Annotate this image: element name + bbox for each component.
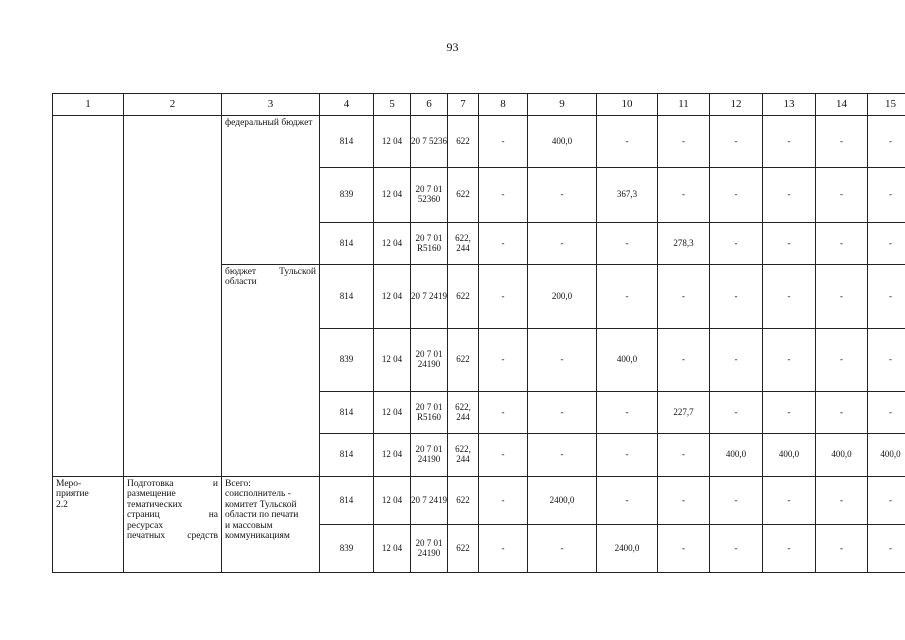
cell-value: - xyxy=(816,329,868,392)
table-row xyxy=(53,116,905,168)
cell-value: - xyxy=(763,265,816,329)
cell-value: 400,0 xyxy=(710,434,763,477)
cell-value: - xyxy=(658,477,710,525)
cell-csr: 20 7 01 24190 xyxy=(411,525,448,573)
source-federal: федеральный бюджет xyxy=(222,116,320,265)
measure-text: приятие xyxy=(56,489,89,500)
source-text: области по печати xyxy=(225,510,299,521)
cell-value: 400,0 xyxy=(763,434,816,477)
cell-csr: 20 7 01 R5160 xyxy=(411,392,448,434)
cell-value: - xyxy=(710,525,763,573)
cell-value: 400,0 xyxy=(868,434,905,477)
cell-value: - xyxy=(528,329,597,392)
cell-value: - xyxy=(528,392,597,434)
description-text: тематических xyxy=(127,499,183,510)
header-cell: 10 xyxy=(597,94,658,116)
header-cell: 5 xyxy=(374,94,411,116)
cell-value: - xyxy=(868,329,905,392)
cell-csr: 20 7 2419 xyxy=(411,477,448,525)
header-cell: 2 xyxy=(124,94,222,116)
cell-value: - xyxy=(763,223,816,265)
cell-value: 227,7 xyxy=(658,392,710,434)
cell-value: - xyxy=(868,265,905,329)
cell-value: - xyxy=(868,477,905,525)
cell-vr: 622 xyxy=(448,116,479,168)
cell-value: - xyxy=(479,434,528,477)
cell-value: - xyxy=(816,525,868,573)
cell-value: - xyxy=(816,116,868,168)
cell-value: - xyxy=(868,392,905,434)
cell-csr: 20 7 2419 xyxy=(411,265,448,329)
cell-value: - xyxy=(763,329,816,392)
cell-grbs: 814 xyxy=(320,477,374,525)
header-cell: 6 xyxy=(411,94,448,116)
measure-text: Меро- xyxy=(56,479,82,489)
cell-value: - xyxy=(816,265,868,329)
cell-vr: 622 xyxy=(448,329,479,392)
cell-rzpr: 12 04 xyxy=(374,477,411,525)
cell-grbs: 839 xyxy=(320,525,374,573)
source-text: соисполнитель - xyxy=(225,489,291,500)
cell-value: 278,3 xyxy=(658,223,710,265)
cell-value: - xyxy=(816,392,868,434)
description-text: на xyxy=(208,510,218,521)
description-text: Подготовка xyxy=(127,479,174,489)
cell-value: 367,3 xyxy=(597,168,658,223)
source-text: коммуникациям xyxy=(225,531,290,542)
header-cell: 15 xyxy=(868,94,905,116)
header-cell: 7 xyxy=(448,94,479,116)
cell-value: - xyxy=(479,477,528,525)
source-cell xyxy=(222,477,320,573)
cell-rzpr: 12 04 xyxy=(374,116,411,168)
header-cell: 12 xyxy=(710,94,763,116)
cell-value: 2400,0 xyxy=(528,477,597,525)
header-cell: 13 xyxy=(763,94,816,116)
cell-value: - xyxy=(710,223,763,265)
table-row xyxy=(53,477,905,525)
cell-value: - xyxy=(763,392,816,434)
cell-value: - xyxy=(528,168,597,223)
cell-grbs: 814 xyxy=(320,434,374,477)
cell-value: - xyxy=(763,116,816,168)
cell-rzpr: 12 04 xyxy=(374,434,411,477)
cell-value: - xyxy=(816,168,868,223)
cell-rzpr: 12 04 xyxy=(374,168,411,223)
page-number: 93 xyxy=(446,40,459,54)
cell-value: - xyxy=(597,265,658,329)
description-text: страниц xyxy=(127,510,160,521)
cell-rzpr: 12 04 xyxy=(374,329,411,392)
description-cell-empty xyxy=(124,116,222,477)
cell-value: - xyxy=(763,525,816,573)
header-cell: 14 xyxy=(816,94,868,116)
cell-value: - xyxy=(479,329,528,392)
cell-vr: 622 xyxy=(448,168,479,223)
cell-value: - xyxy=(658,116,710,168)
cell-value: - xyxy=(710,477,763,525)
cell-value: - xyxy=(528,223,597,265)
source-regional: бюджет Тульской области xyxy=(222,265,320,477)
cell-value: - xyxy=(597,434,658,477)
cell-value: - xyxy=(868,116,905,168)
header-cell: 3 xyxy=(222,94,320,116)
cell-value: - xyxy=(710,168,763,223)
description-cell xyxy=(124,477,222,573)
cell-grbs: 814 xyxy=(320,265,374,329)
cell-csr: 20 7 01 R5160 xyxy=(411,223,448,265)
description-text: и xyxy=(212,479,218,489)
header-cell: 4 xyxy=(320,94,374,116)
cell-vr: 622 xyxy=(448,525,479,573)
cell-value: - xyxy=(868,168,905,223)
header-cell: 9 xyxy=(528,94,597,116)
measure-text: 2.2 xyxy=(56,499,68,510)
cell-value: 400,0 xyxy=(597,329,658,392)
cell-value: 2400,0 xyxy=(597,525,658,573)
cell-value: - xyxy=(763,477,816,525)
cell-value: - xyxy=(597,116,658,168)
cell-value: - xyxy=(816,477,868,525)
cell-csr: 20 7 01 24190 xyxy=(411,329,448,392)
cell-value: - xyxy=(479,116,528,168)
cell-grbs: 814 xyxy=(320,223,374,265)
description-text: печатных xyxy=(127,531,166,542)
cell-value: - xyxy=(658,265,710,329)
cell-value: - xyxy=(479,168,528,223)
cell-grbs: 814 xyxy=(320,116,374,168)
cell-value: - xyxy=(710,392,763,434)
cell-value: - xyxy=(479,265,528,329)
cell-grbs: 814 xyxy=(320,392,374,434)
cell-vr: 622 xyxy=(448,265,479,329)
cell-value: 200,0 xyxy=(528,265,597,329)
cell-value: 400,0 xyxy=(528,116,597,168)
cell-csr: 20 7 5236 xyxy=(411,116,448,168)
source-text: Всего: xyxy=(225,479,251,489)
cell-value: - xyxy=(597,392,658,434)
cell-vr: 622, 244 xyxy=(448,223,479,265)
description-text: размещение xyxy=(127,489,176,500)
cell-value: - xyxy=(710,329,763,392)
cell-value: - xyxy=(479,392,528,434)
cell-value: - xyxy=(658,329,710,392)
cell-value: - xyxy=(597,223,658,265)
header-cell: 8 xyxy=(479,94,528,116)
cell-grbs: 839 xyxy=(320,329,374,392)
cell-value: - xyxy=(528,434,597,477)
cell-vr: 622 xyxy=(448,477,479,525)
cell-vr: 622, 244 xyxy=(448,392,479,434)
cell-csr: 20 7 01 24190 xyxy=(411,434,448,477)
header-row xyxy=(53,94,905,116)
cell-rzpr: 12 04 xyxy=(374,265,411,329)
description-text: ресурсах xyxy=(127,520,164,531)
cell-value: - xyxy=(710,116,763,168)
cell-value: - xyxy=(658,434,710,477)
cell-value: - xyxy=(479,525,528,573)
cell-value: - xyxy=(816,223,868,265)
cell-value: - xyxy=(658,168,710,223)
cell-value: - xyxy=(479,223,528,265)
cell-value: - xyxy=(868,525,905,573)
cell-value: - xyxy=(710,265,763,329)
cell-rzpr: 12 04 xyxy=(374,525,411,573)
header-cell: 11 xyxy=(658,94,710,116)
cell-value: - xyxy=(868,223,905,265)
measure-cell-empty xyxy=(53,116,124,477)
cell-csr: 20 7 01 52360 xyxy=(411,168,448,223)
cell-value: - xyxy=(597,477,658,525)
cell-value: 400,0 xyxy=(816,434,868,477)
cell-rzpr: 12 04 xyxy=(374,223,411,265)
source-text: и массовым xyxy=(225,520,273,531)
source-text: комитет Тульской xyxy=(225,499,297,510)
cell-value: - xyxy=(658,525,710,573)
measure-cell xyxy=(53,477,124,573)
cell-grbs: 839 xyxy=(320,168,374,223)
cell-vr: 622, 244 xyxy=(448,434,479,477)
description-text: средств xyxy=(187,531,218,542)
cell-rzpr: 12 04 xyxy=(374,392,411,434)
cell-value: - xyxy=(763,168,816,223)
budget-table xyxy=(52,93,905,573)
header-cell: 1 xyxy=(53,94,124,116)
cell-value: - xyxy=(528,525,597,573)
